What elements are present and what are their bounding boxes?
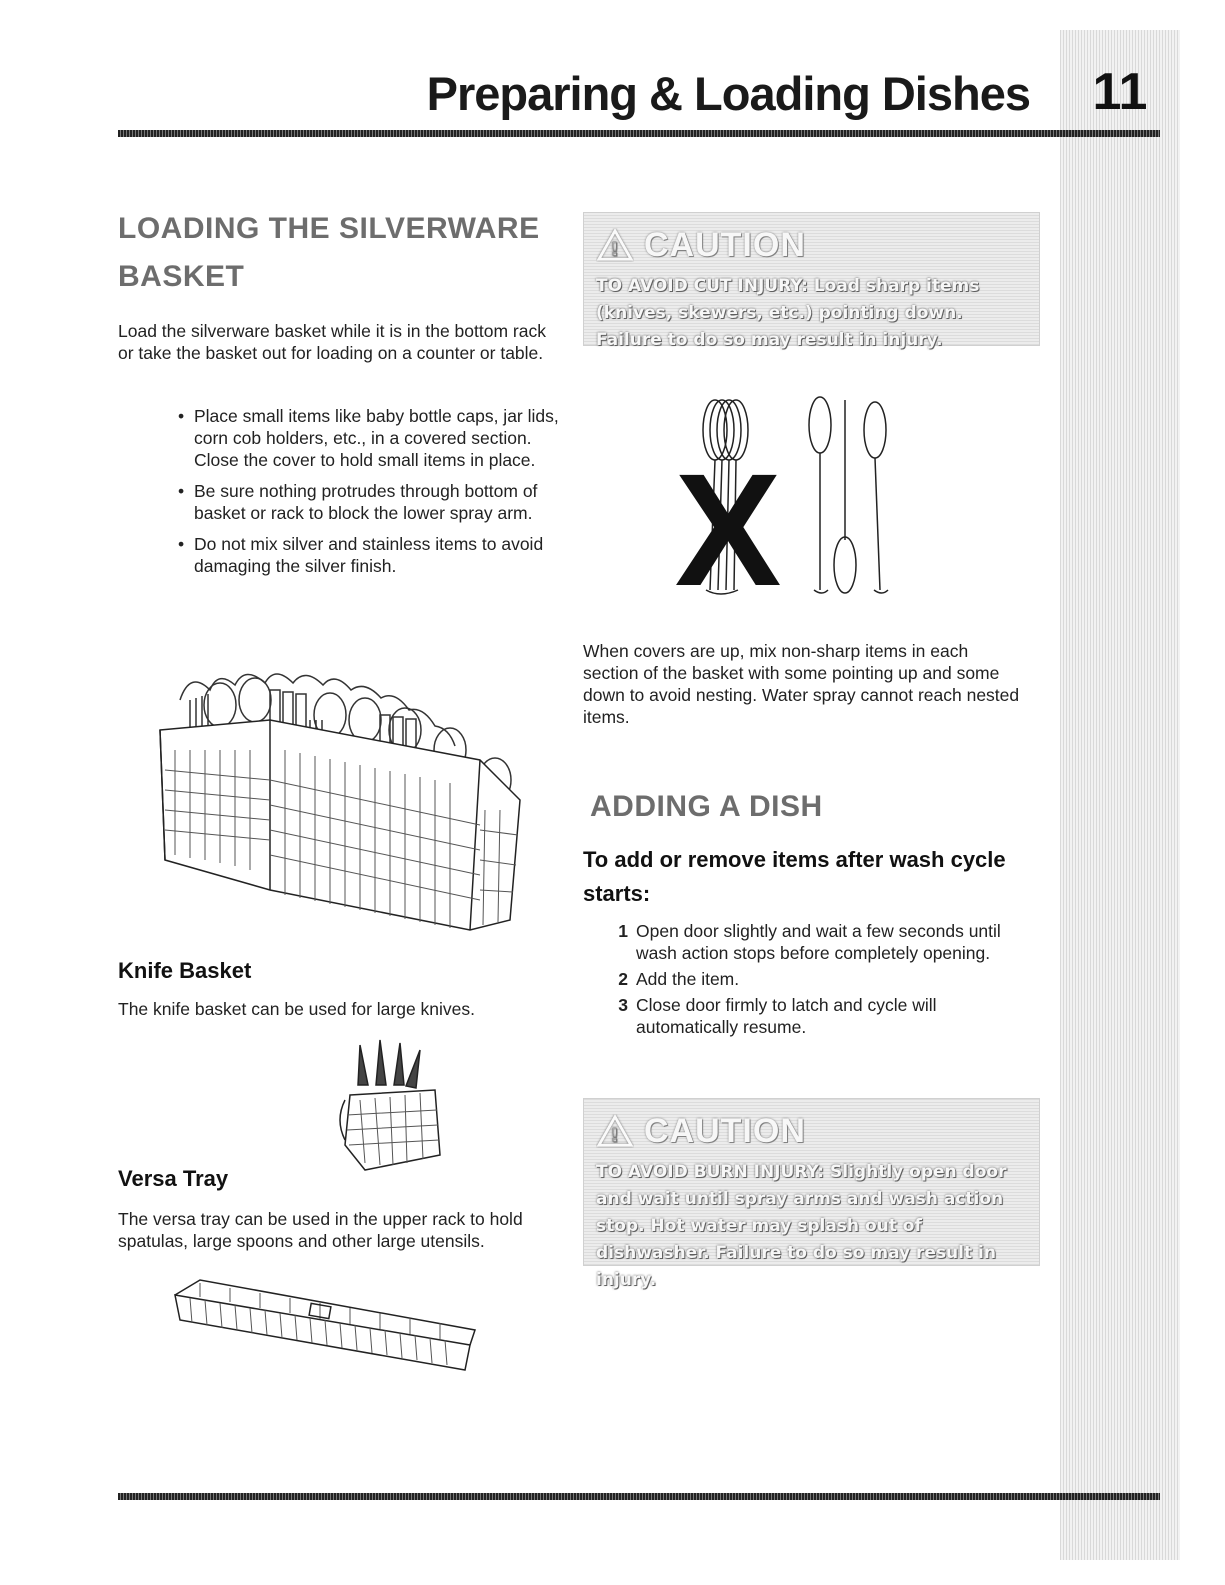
versa-tray-heading: Versa Tray xyxy=(118,1166,229,1191)
step-number-3: 3 xyxy=(618,995,628,1015)
page-title: Preparing & Loading Dishes xyxy=(426,67,1030,120)
step-text-3: Close door firmly to latch and cycle will automatically resume. xyxy=(636,995,937,1037)
step-item-2 xyxy=(608,968,1028,990)
silverware-heading-line2: BASKET xyxy=(118,260,245,293)
silverware-bullets xyxy=(178,405,568,586)
knife-basket-heading: Knife Basket xyxy=(118,958,252,983)
caution-box-burn xyxy=(583,1098,1040,1290)
caution-text-burn: TO AVOID BURN INJURY: Slightly open door and wait until spray arms and wash action stop. Hot water may splash out of dishwasher. Failure to do so may result in injury. xyxy=(596,1162,1007,1290)
step-number-1: 1 xyxy=(618,921,628,941)
adding-dish-subheading: To add or remove items after wash cycle starts: xyxy=(583,847,1006,906)
caution-label-burn: CAUTION xyxy=(644,1111,806,1150)
silverware-intro: Load the silverware basket while it is in the bottom rack or take the basket out for loading on a counter or table. xyxy=(118,321,546,363)
bullet-item-1: • Place small items like baby bottle caps, jar lids, corn cob holders, etc., in a covered section. Close the cover to hold small items in place. xyxy=(178,405,568,471)
bullet-item-3: • Do not mix silver and stainless items to avoid damaging the silver finish. xyxy=(178,533,568,577)
alternating-spoons xyxy=(809,397,888,593)
caution-text-cut: TO AVOID CUT INJURY: Load sharp items (knives, skewers, etc.) pointing down. Failure to do so may result in injury. xyxy=(596,276,980,350)
page-number: 11 xyxy=(1092,63,1148,121)
bullet-item-2: • Be sure nothing protrudes through bottom of basket or rack to block the lower spray arm. xyxy=(178,480,568,524)
step-number-2: 2 xyxy=(618,969,628,989)
silverware-heading xyxy=(118,205,558,301)
step-text-1: Open door slightly and wait a few seconds until wash action stops before completely opening. xyxy=(636,921,1001,963)
header-rule xyxy=(118,130,1160,137)
silverware-heading-line1: LOADING THE SILVERWARE xyxy=(118,212,540,245)
adding-dish-steps xyxy=(608,920,1028,1042)
versa-tray-illustration xyxy=(170,1275,480,1385)
caution-title-burn xyxy=(584,1099,1039,1155)
svg-text:!: ! xyxy=(610,238,620,261)
knife-basket-illustration xyxy=(335,1035,450,1175)
adding-dish-heading: ADDING A DISH xyxy=(590,790,823,823)
step-item-1 xyxy=(608,920,1028,964)
warning-triangle-icon xyxy=(596,1114,634,1148)
versa-tray-text: The versa tray can be used in the upper rack to hold spatulas, large spoons and other large utensils. xyxy=(118,1209,523,1251)
footer-rule xyxy=(118,1493,1160,1500)
caution-box-cut xyxy=(583,212,1040,350)
wrong-x-mark: X xyxy=(674,440,782,600)
page-side-strip xyxy=(1060,30,1180,1560)
step-item-3 xyxy=(608,994,1028,1038)
caution-title-cut xyxy=(584,213,1039,269)
knife-basket-text: The knife basket can be used for large knives. xyxy=(118,999,476,1019)
svg-text:!: ! xyxy=(610,1124,620,1147)
utensil-nesting-illustration xyxy=(670,390,940,600)
warning-triangle-icon xyxy=(596,228,634,262)
nesting-text: When covers are up, mix non-sharp items in each section of the basket with some pointing up and some down to avoid nesting. Water spray cannot reach nested items. xyxy=(583,641,1020,727)
caution-label-cut: CAUTION xyxy=(644,225,806,264)
silverware-basket-illustration xyxy=(150,660,530,940)
step-text-2: Add the item. xyxy=(636,969,740,989)
